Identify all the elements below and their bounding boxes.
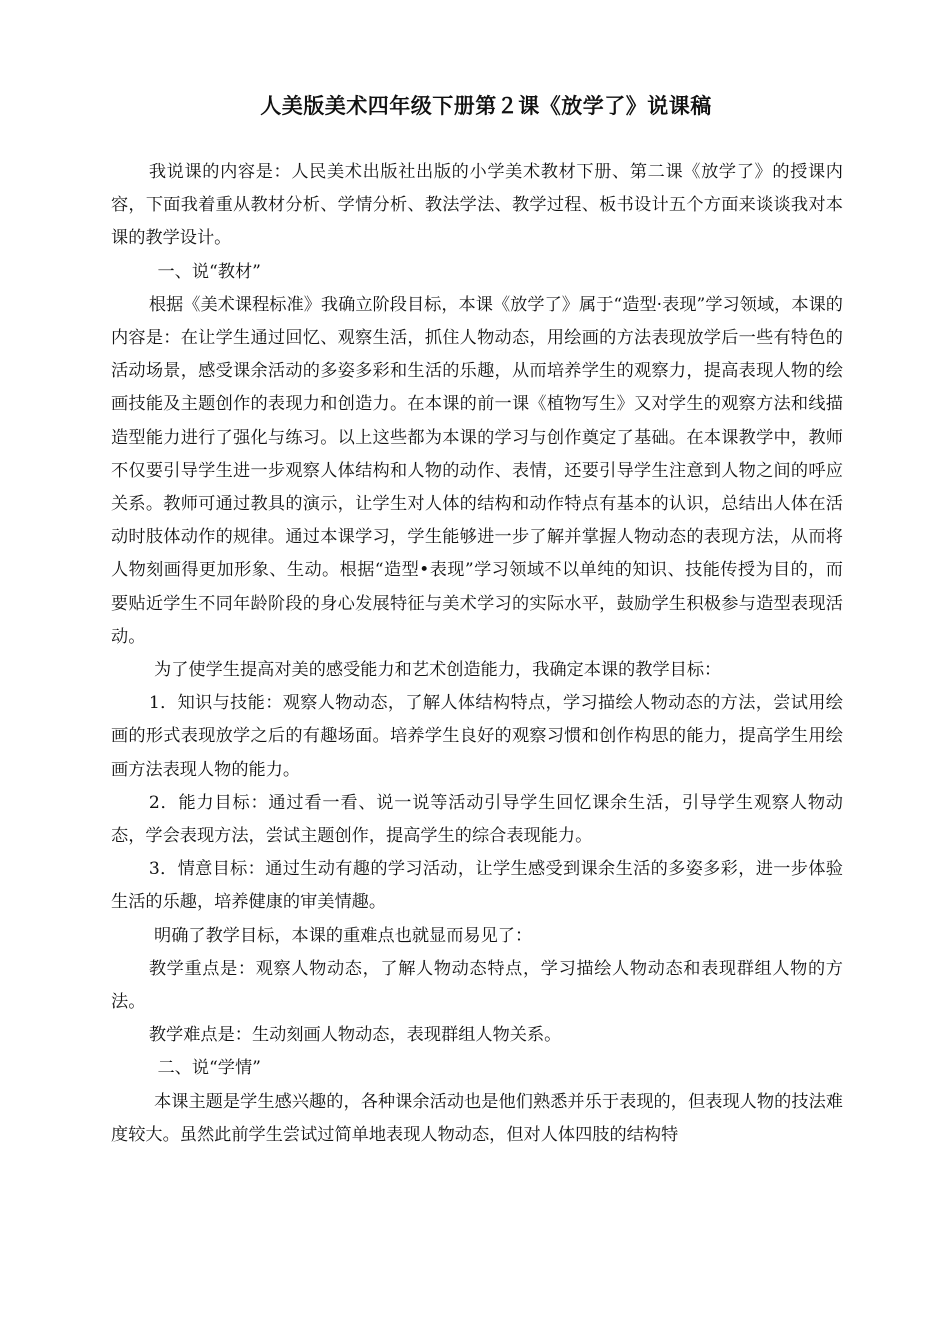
teaching-focus-paragraph: 教学重点是：观察人物动态，了解人物动态特点，学习描绘人物动态和表现群组人物的方法。 [111,958,843,1013]
objective-knowledge-paragraph: 1．知识与技能：观察人物动态，了解人体结构特点，学习描绘人物动态的方法，尝试用绘画的形式表现放学之后的有趣场面。培养学生良好的观察习惯和创作构思的能力，提高学生用绘画方法表现人物的能力。 [111,693,843,780]
document-title: 人美版美术四年级下册第２课《放学了》说课稿 [260,93,712,118]
objective-emotion-paragraph: 3．情意目标：通过生动有趣的学习活动，让学生感受到课余生活的多姿多彩，进一步体验生活的乐趣，培养健康的审美情趣。 [111,859,843,913]
intro-paragraph: 我说课的内容是：人民美术出版社出版的小学美术教材下册、第二课《放学了》的授课内容，下面我着重从教材分析、学情分析、教法学法、教学过程、板书设计五个方面来谈谈我对本课的教学设计。 [111,162,843,249]
teaching-difficulty-paragraph: 教学难点是：生动刻画人物动态，表现群组人物关系。 [148,1025,562,1046]
document-page [111,88,843,1152]
objective-ability-paragraph: 2．能力目标：通过看一看、说一说等活动引导学生回忆课余生活，引导学生观察人物动态，学会表现方法，尝试主题创作，提高学生的综合表现能力。 [111,792,843,847]
section-heading-learners: 二、说“学情” [157,1058,261,1079]
key-points-intro-paragraph: 明确了教学目标，本课的重难点也就显而易见了： [154,925,533,946]
objectives-intro-paragraph: 为了使学生提高对美的感受能力和艺术创造能力，我确定本课的教学目标： [154,660,722,681]
section-heading-textbook: 一、说“教材” [157,261,261,282]
learner-analysis-paragraph: 本课主题是学生感兴趣的，各种课余活动也是他们熟悉并乐于表现的，但表现人物的技法难度较大。虽然此前学生尝试过简单地表现人物动态，但对人体四肢的结构特 [111,1091,843,1145]
textbook-analysis-paragraph: 根据《美术课程标准》我确立阶段目标，本课《放学了》属于“造型·表现”学习领域，本课的内容是：在让学生通过回忆、观察生活，抓住人物动态，用绘画的方法表现放学后一些有特色的活动场景，感受课余活动的多姿多彩和生活的乐趣，从而培养学生的观察力，提高表现人物的绘画技能及主题创作的表现力和创造力。在本课的前一课《植物写生》又对学生的观察方法和线描造型能力进行了强化与练习。以上这些都为本课的学习与创作奠定了基础。在本课教学中，教师不仅要引导学生进一步观察人体结构和人物的动作、表情，还要引导学生注意到人物之间的呼应关系。教师可通过教具的演示，让学生对人体的结构和动作特点有基本的认识，总结出人体在活动时肢体动作的规律。通过本课学习，学生能够进一步了解并掌握人物动态的表现方法，从而将人物刻画得更加形象、生动。根据“造型•表现”学习领域不以单纯的知识、技能传授为目的，而要贴近学生不同年龄阶段的身心发展特征与美术学习的实际水平，鼓励学生积极参与造型表现活动。 [111,294,843,647]
